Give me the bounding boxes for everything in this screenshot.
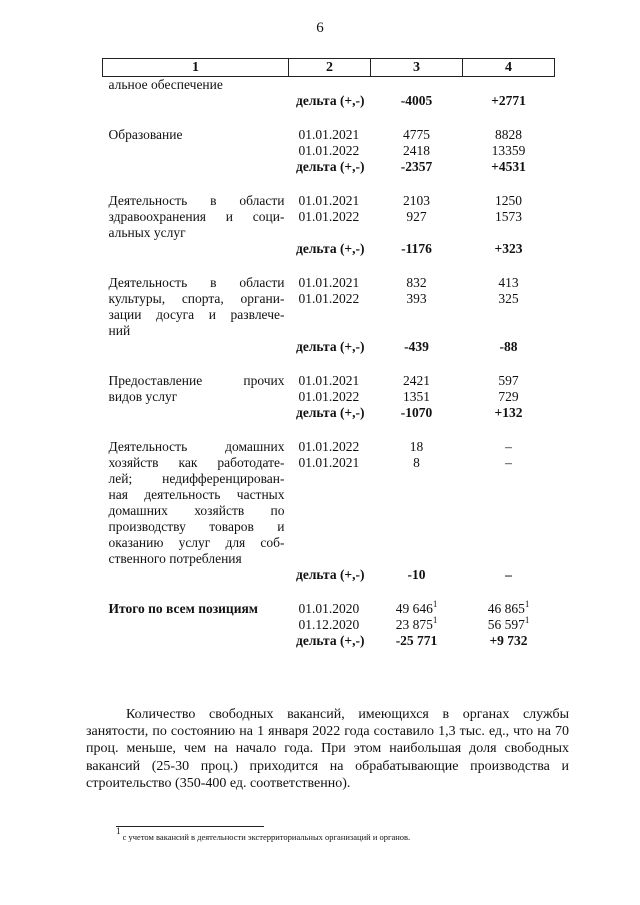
activity-name-line: оказанию услуг для соб-	[108, 535, 285, 550]
activity-name-cell	[103, 77, 289, 94]
value-cell	[371, 193, 463, 241]
date-line: 01.01.2021	[298, 275, 360, 290]
footnote-reference: 1	[524, 599, 530, 609]
value-line: 1573	[495, 209, 522, 224]
value-line: 729	[498, 389, 519, 404]
value-cell	[371, 275, 463, 339]
date-line: 01.01.2022	[298, 291, 360, 306]
delta-label: дельта (+,-)	[296, 633, 365, 648]
spacer-cell	[103, 421, 289, 439]
column-header-3: 3	[371, 59, 463, 77]
value-text: 56 597	[487, 617, 525, 632]
value-line	[463, 617, 555, 633]
delta-row	[103, 339, 555, 355]
activity-name-cell	[103, 373, 289, 405]
value-cell	[463, 439, 555, 567]
column-header-4: 4	[463, 59, 555, 77]
table-row	[103, 275, 555, 339]
value-line: 13359	[491, 143, 526, 158]
date-line: 01.01.2022	[298, 439, 360, 454]
table-spacer-row	[103, 583, 555, 601]
value-line: 832	[406, 275, 427, 290]
spacer-cell	[463, 175, 555, 193]
activity-name-line: ная деятельность частных	[108, 487, 285, 502]
value-cell	[463, 127, 555, 159]
delta-row	[103, 405, 555, 421]
value-line: 2418	[403, 143, 430, 158]
activity-name-line: видов услуг	[108, 389, 178, 404]
table-spacer-row	[103, 355, 555, 373]
value-line: 2103	[403, 193, 430, 208]
value-line: 18	[409, 439, 424, 454]
table-body	[103, 77, 555, 650]
spacer-cell	[103, 355, 289, 373]
delta-value-col3: -4005	[400, 93, 433, 108]
activity-name-line: Деятельность в области	[108, 275, 285, 290]
spacer-cell	[371, 421, 463, 439]
delta-value-col4: +9 732	[489, 633, 528, 648]
vacancies-table	[102, 58, 555, 649]
delta-value-col3: -1070	[400, 405, 433, 420]
date-line: 01.01.2021	[298, 127, 360, 142]
statistics-table-container	[102, 58, 554, 649]
delta-label: дельта (+,-)	[296, 241, 365, 256]
delta-value-col3: -25 771	[395, 633, 438, 648]
footnote-reference: 1	[432, 599, 438, 609]
activity-name-line: зации досуга и развлече-	[108, 307, 285, 322]
delta-label: дельта (+,-)	[296, 159, 365, 174]
column-header-1: 1	[103, 59, 289, 77]
activity-name-cell	[103, 275, 289, 339]
date-line: 01.01.2021	[298, 373, 360, 388]
delta-label: дельта (+,-)	[296, 93, 365, 108]
spacer-cell	[103, 109, 289, 127]
footnote-reference: 1	[524, 615, 530, 625]
activity-name-line: культуры, спорта, органи-	[108, 291, 285, 306]
value-cell	[371, 127, 463, 159]
spacer-cell	[289, 583, 371, 601]
value-cell	[463, 601, 555, 633]
footnote-divider	[116, 826, 264, 827]
activity-name-line: Предоставление прочих	[108, 373, 285, 388]
value-cell	[463, 193, 555, 241]
date-line: 01.01.2021	[298, 193, 360, 208]
delta-label: дельта (+,-)	[296, 405, 365, 420]
delta-value-col4: +132	[494, 405, 523, 420]
date-line: 01.01.2022	[298, 389, 360, 404]
delta-value-col4: -88	[499, 339, 518, 354]
value-line: 597	[498, 373, 519, 388]
total-row	[103, 601, 555, 633]
date-cell	[289, 127, 371, 159]
value-line: –	[505, 455, 512, 470]
activity-name-line: домашних хозяйств по	[108, 503, 285, 518]
table-row	[103, 193, 555, 241]
delta-value-col4: +323	[494, 241, 523, 256]
value-line	[463, 601, 555, 617]
date-cell	[289, 275, 371, 339]
table-spacer-row	[103, 109, 555, 127]
footnote-text: с учетом вакансий в деятельности экстерриториальных организаций и органов.	[120, 832, 411, 842]
body-paragraph: Количество свободных вакансий, имеющихся в органах службы занятости, по состоянию на 1 января 2022 года составило 1,3 тыс. ед., что на 70 проц. меньше, чем на начало года. При этом наибольшая доля свободных вакансий (25-30 проц.) приходится на обрабатывающие производства и строительство (350-400 ед. соответственно).	[86, 707, 569, 791]
delta-row	[103, 93, 555, 109]
activity-name-cell	[103, 601, 289, 633]
delta-value-col3: -1176	[401, 241, 432, 256]
date-line: 01.01.2020	[298, 601, 360, 616]
delta-value-col4: –	[505, 567, 512, 582]
activity-name-cell	[103, 127, 289, 159]
value-line: 393	[406, 291, 427, 306]
value-cell	[371, 601, 463, 633]
table-row	[103, 373, 555, 405]
value-line: 8	[413, 455, 420, 470]
value-line: 1250	[495, 193, 522, 208]
delta-row	[103, 159, 555, 175]
spacer-cell	[371, 109, 463, 127]
spacer-cell	[371, 175, 463, 193]
value-line	[371, 617, 463, 633]
activity-name-line: Деятельность домашних	[108, 439, 285, 454]
footnote-mark: 1	[116, 826, 121, 836]
table-header-row	[103, 59, 555, 77]
value-line	[371, 601, 463, 617]
delta-value-col3: -10	[407, 567, 426, 582]
spacer-cell	[463, 109, 555, 127]
activity-name-line: Образование	[108, 127, 183, 142]
table-row	[103, 77, 555, 94]
value-line: 2421	[403, 373, 430, 388]
value-text: 46 865	[487, 601, 525, 616]
activity-name-line: Итого по всем позициям	[108, 601, 258, 616]
activity-name-line: хозяйств как работодате-	[108, 455, 285, 470]
spacer-cell	[463, 355, 555, 373]
spacer-cell	[103, 175, 289, 193]
activity-name-line: альное обеспечение	[108, 77, 223, 92]
date-cell	[289, 439, 371, 567]
value-line: 1351	[403, 389, 430, 404]
date-line: 01.01.2022	[298, 209, 360, 224]
footnote-reference: 1	[432, 615, 438, 625]
activity-name-line: Деятельность в области	[108, 193, 285, 208]
delta-value-col3: -439	[404, 339, 429, 354]
spacer-cell	[103, 257, 289, 275]
activity-name-line: ний	[108, 323, 131, 338]
activity-name-cell	[103, 193, 289, 241]
spacer-cell	[289, 355, 371, 373]
delta-value-col3: -2357	[400, 159, 433, 174]
spacer-cell	[103, 583, 289, 601]
delta-row	[103, 567, 555, 583]
date-cell	[289, 193, 371, 241]
column-header-2: 2	[289, 59, 371, 77]
value-cell	[463, 373, 555, 405]
value-text: 23 875	[395, 617, 433, 632]
spacer-cell	[289, 421, 371, 439]
value-cell	[463, 77, 555, 94]
spacer-cell	[371, 583, 463, 601]
spacer-cell	[371, 355, 463, 373]
activity-name-line: ственного потребления	[108, 551, 242, 566]
spacer-cell	[371, 257, 463, 275]
footnote	[116, 826, 411, 842]
delta-value-col4: +2771	[491, 93, 526, 108]
value-cell	[371, 77, 463, 94]
value-line: 413	[498, 275, 519, 290]
delta-row	[103, 241, 555, 257]
table-spacer-row	[103, 175, 555, 193]
activity-name-line: альных услуг	[108, 225, 186, 240]
value-line: –	[505, 439, 512, 454]
date-cell	[289, 373, 371, 405]
activity-name-line: производству товаров и	[108, 519, 285, 534]
spacer-cell	[463, 421, 555, 439]
value-cell	[371, 373, 463, 405]
date-cell	[289, 601, 371, 633]
date-cell	[289, 77, 371, 94]
spacer-cell	[289, 175, 371, 193]
delta-label: дельта (+,-)	[296, 567, 365, 582]
value-text: 49 646	[395, 601, 433, 616]
date-line: 01.01.2021	[298, 455, 360, 470]
value-cell	[371, 439, 463, 567]
date-line: 01.12.2020	[298, 617, 360, 632]
table-row	[103, 127, 555, 159]
table-spacer-row	[103, 421, 555, 439]
delta-value-col4: +4531	[491, 159, 526, 174]
delta-row	[103, 633, 555, 649]
table-spacer-row	[103, 257, 555, 275]
value-line: 325	[498, 291, 519, 306]
spacer-cell	[463, 257, 555, 275]
value-line: 4775	[403, 127, 430, 142]
value-line: 8828	[495, 127, 522, 142]
activity-name-line: здравоохранения и соци-	[108, 209, 285, 224]
delta-label: дельта (+,-)	[296, 339, 365, 354]
spacer-cell	[289, 257, 371, 275]
page-number: 6	[316, 20, 324, 36]
activity-name-line: лей; недифференцирован-	[108, 471, 285, 486]
spacer-cell	[463, 583, 555, 601]
date-line: 01.01.2022	[298, 143, 360, 158]
table-row	[103, 439, 555, 567]
value-line: 927	[406, 209, 427, 224]
spacer-cell	[289, 109, 371, 127]
value-cell	[463, 275, 555, 339]
activity-name-cell	[103, 439, 289, 567]
